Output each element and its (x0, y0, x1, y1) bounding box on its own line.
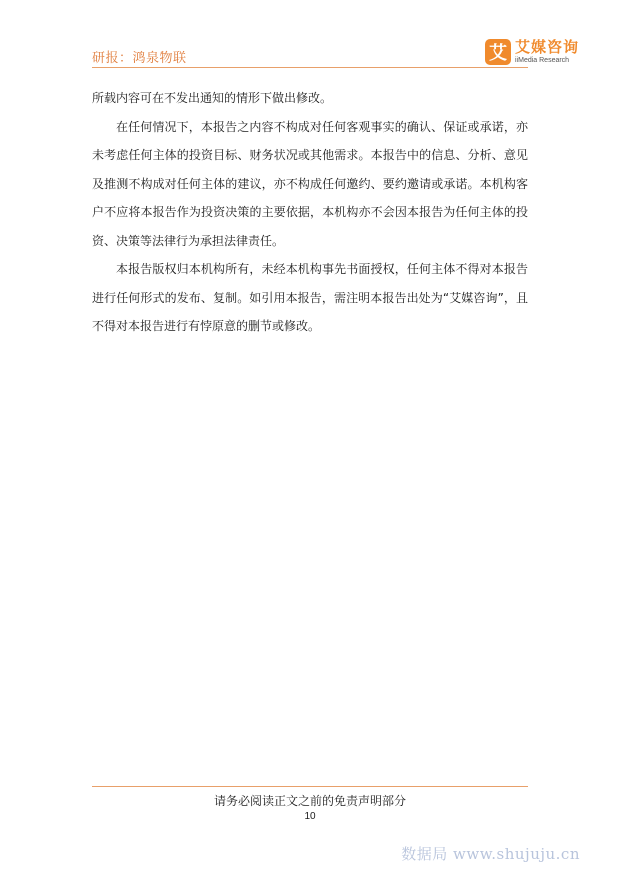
paragraph-no-guarantee: 在任何情况下，本报告之内容不构成对任何客观事实的确认、保证或承诺，亦未考虑任何主体的投资目标、财务状况或其他需求。本报告中的信息、分析、意见及推测不构成对任何主体的建议，亦不构成任何邀约、要约邀请或承诺。本机构客户不应将本报告作为投资决策的主要依据，本机构亦不会因本报告为任何主体的投资、决策等法律行为承担法律责任。 (92, 119, 528, 248)
logo-english-name: iiMedia Research (515, 57, 570, 64)
footer-divider (92, 786, 528, 787)
disclaimer-body (92, 84, 528, 341)
site-watermark: 数据局 www.shujuju.cn (401, 845, 580, 863)
logo-text (515, 40, 579, 64)
paragraph-copyright: 本报告版权归本机构所有，未经本机构事先书面授权，任何主体不得对本报告进行任何形式的发布、复制。如引用本报告，需注明本报告出处为“艾媒咨询”，且不得对本报告进行有悖原意的删节或修改。 (92, 262, 528, 333)
header-divider (92, 67, 528, 68)
iimedia-logo (485, 37, 579, 67)
paragraph-continuation: 所载内容可在不发出通知的情形下做出修改。 (92, 91, 333, 105)
report-header-title: 研报：鸿泉物联 (92, 51, 187, 66)
page-number: 10 (304, 811, 316, 822)
logo-chinese-name: 艾媒咨询 (515, 38, 580, 56)
footer-disclaimer-note: 请务必阅读正文之前的免责声明部分 (213, 794, 406, 808)
logo-mark-icon: 艾 (485, 39, 511, 65)
